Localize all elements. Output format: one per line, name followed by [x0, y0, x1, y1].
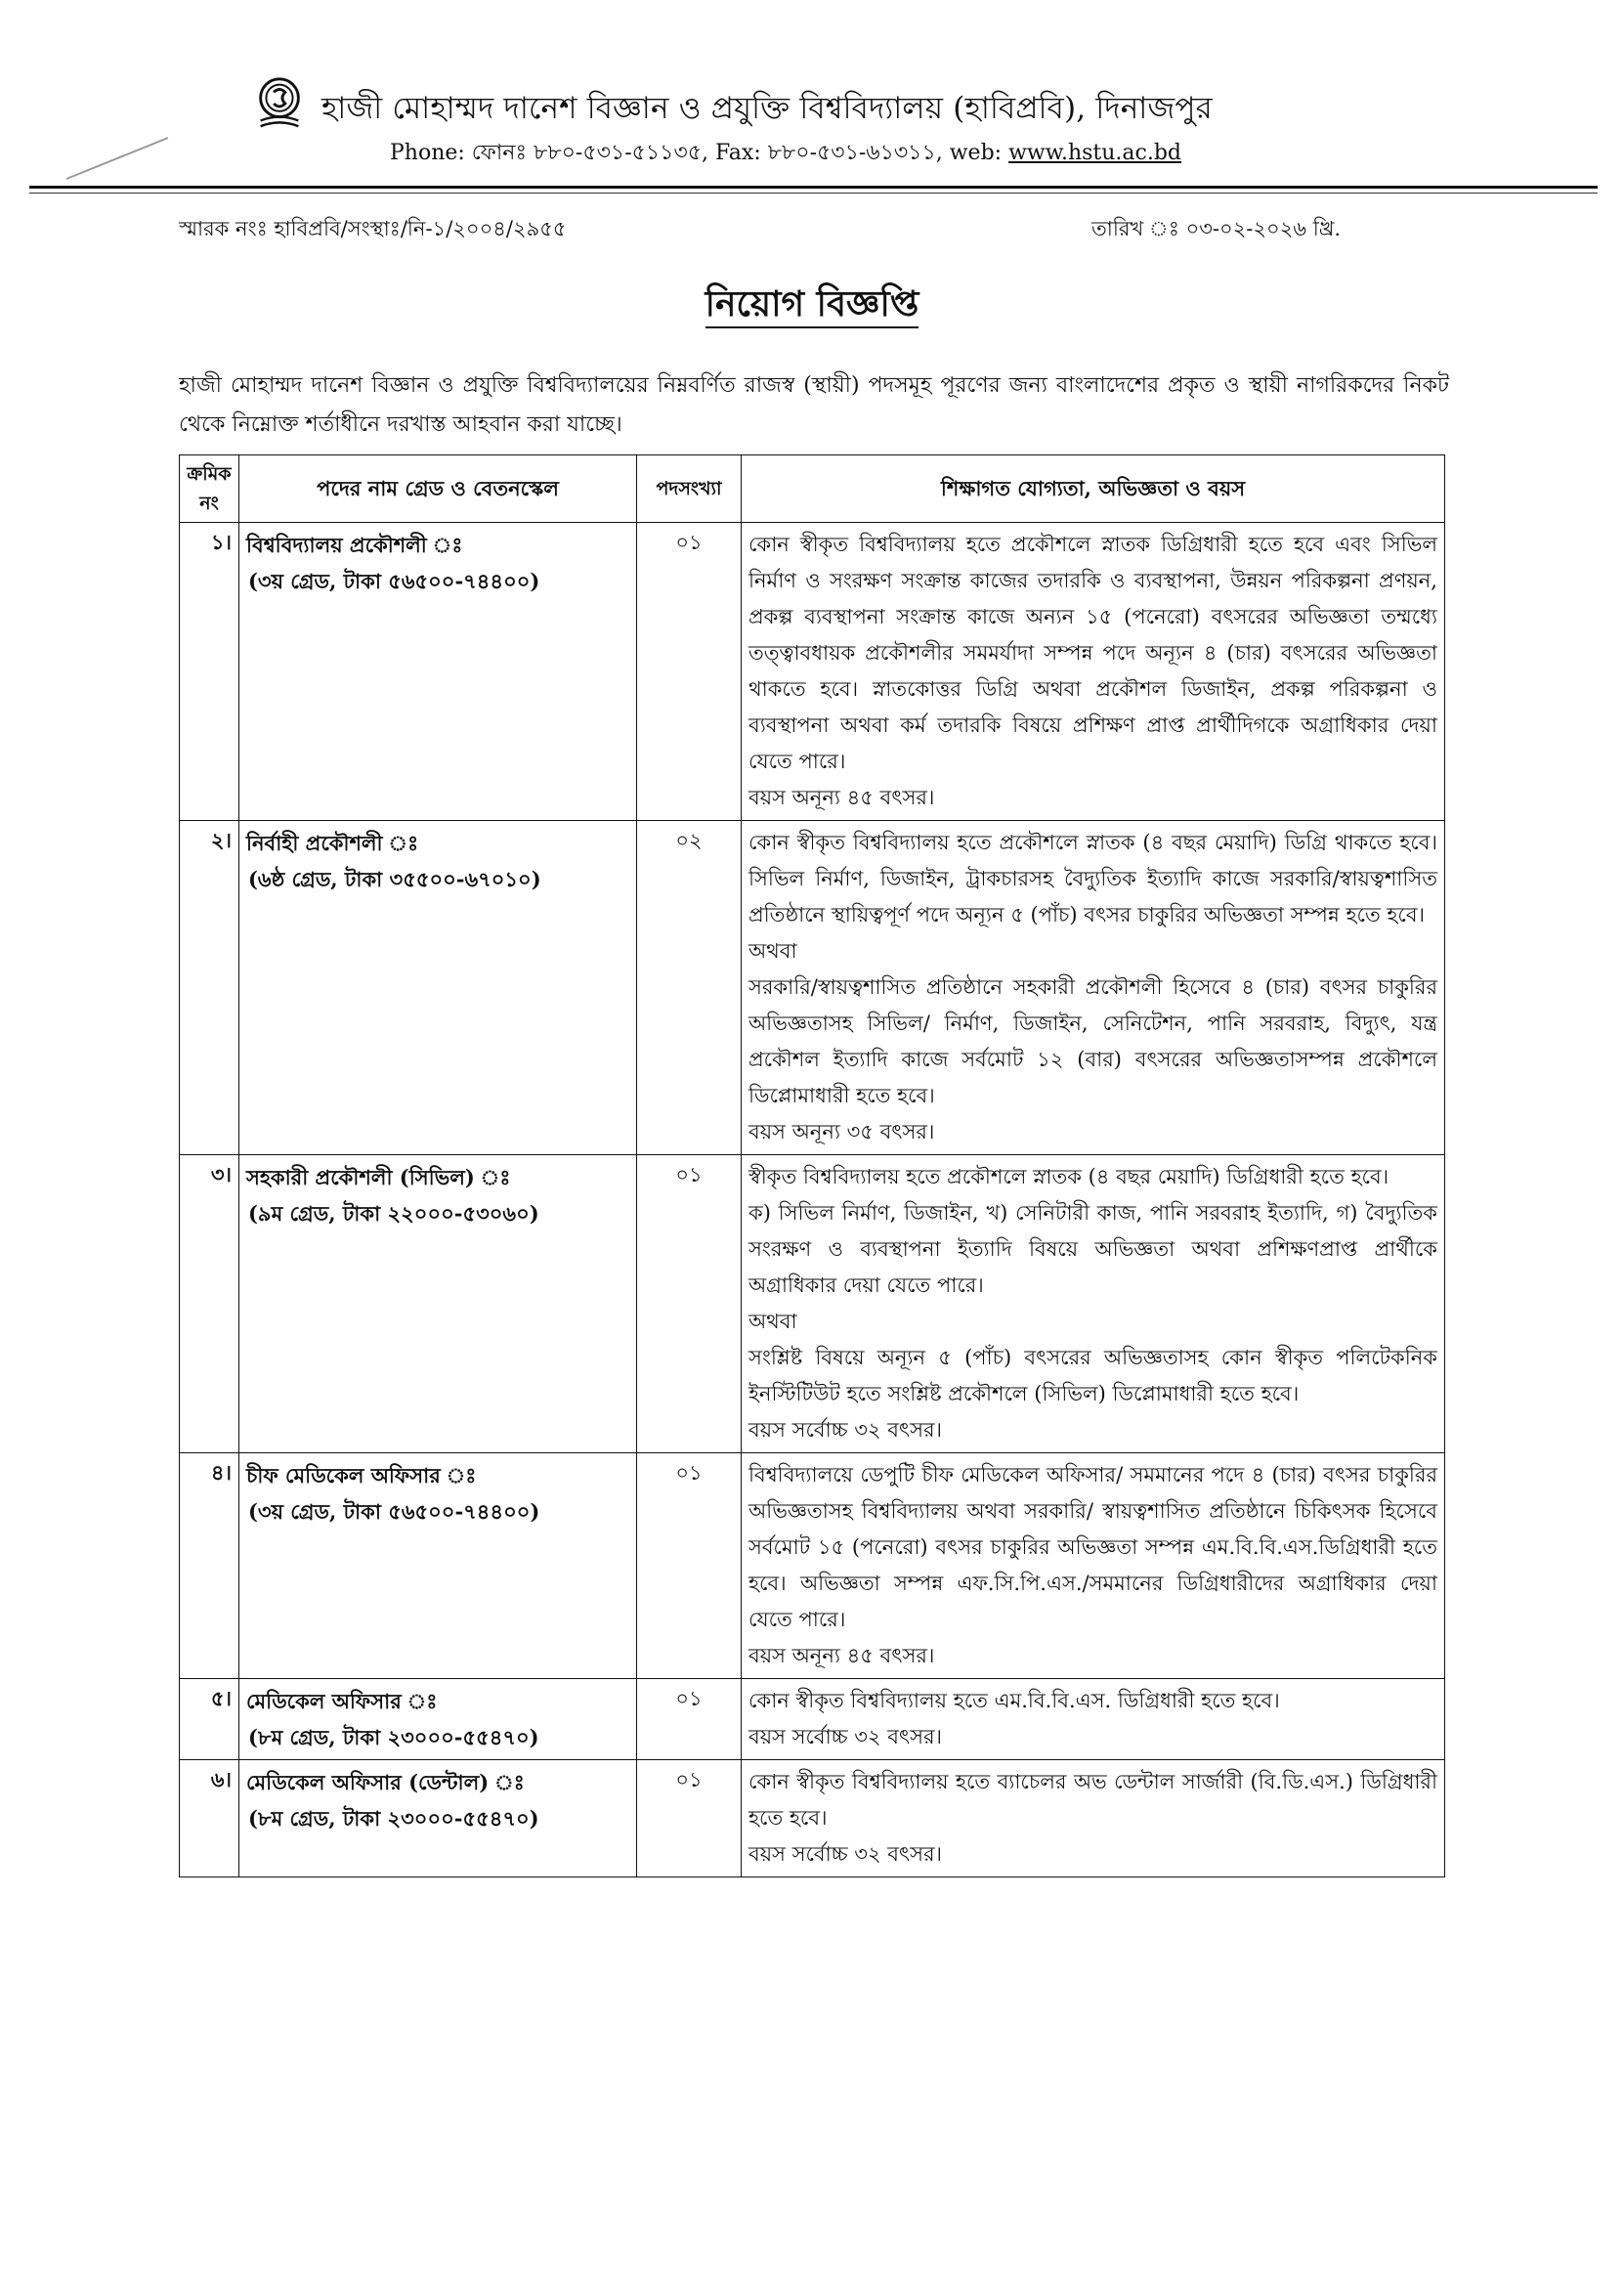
row-post: [239, 821, 637, 1155]
row-qualification: [742, 821, 1445, 1155]
post-grade: (৯ম গ্রেড, টাকা ২২০০০-৫৩০৬০): [248, 1201, 539, 1226]
qualification-line: কোন স্বীকৃত বিশ্ববিদ্যালয় হতে ব্যাচেলর অভ ডেন্টাল সার্জারী (বি.ডি.এস.) ডিগ্রিধারী হতে হবে।: [748, 1770, 1437, 1830]
university-name: হাজী মোহাম্মদ দানেশ বিজ্ঞান ও প্রযুক্তি বিশ্ববিদ্যালয় (হাবিপ্রবি), দিনাজপুর: [321, 91, 1213, 126]
row-qualification: [742, 1155, 1445, 1453]
table-row: [180, 523, 1445, 821]
post-grade: (৩য় গ্রেড, টাকা ৫৬৫০০-৭৪৪০০): [248, 1499, 540, 1524]
row-qualification: [742, 1679, 1445, 1760]
row-qualification: [742, 1760, 1445, 1877]
header-divider: [29, 186, 1598, 189]
table-row: [180, 1453, 1445, 1679]
table-header-row: [180, 455, 1445, 523]
post-name: চীফ মেডিকেল অফিসার ঃ: [246, 1463, 477, 1488]
post-grade: (৮ম গ্রেড, টাকা ২৩০০০-৫৫৪৭০): [248, 1806, 539, 1831]
row-post: [239, 1679, 637, 1760]
row-count: ০২: [637, 821, 742, 1155]
row-serial: ২।: [180, 821, 239, 1155]
qualification-line: কোন স্বীকৃত বিশ্ববিদ্যালয় হতে এম.বি.বি.এস. ডিগ্রিধারী হতে হবে।: [748, 1689, 1280, 1712]
row-post: [239, 523, 637, 821]
contact-line: [390, 136, 1181, 172]
qualification-line: সরকারি/স্বায়ত্বশাসিত প্রতিষ্ঠানে সহকারী প্রকৌশলী হিসেবে ৪ (চার) বৎসর চাকুরির অভিজ্ঞতাসহ সিভিল/ নির্মাণ, ডিজাইন, সেনিটেশন, পানি সরবরাহ, বিদ্যুৎ, যন্ত্র প্রকৌশল ইত্যাদি কাজে সর্বমোট ১২ (বার) বৎসরের অভিজ্ঞতাসম্পন্ন প্রকৌশলে ডিপ্লোমাধারী হতে হবে।: [748, 975, 1437, 1107]
post-name: মেডিকেল অফিসার (ডেন্টাল) ঃ: [246, 1770, 525, 1794]
post-grade: (৮ম গ্রেড, টাকা ২৩০০০-৫৫৪৭০): [248, 1725, 539, 1749]
qualification-line: বয়স সর্বোচ্চ ৩২ বৎসর।: [748, 1842, 943, 1866]
row-post: [239, 1155, 637, 1453]
intro-paragraph: হাজী মোহাম্মদ দানেশ বিজ্ঞান ও প্রযুক্তি বিশ্ববিদ্যালয়ের নিম্নবর্ণিত রাজস্ব (স্থায়ী) পদসমূহ পূরণের জন্য বাংলাদেশের প্রকৃত ও স্থায়ী নাগরিকদের নিকট থেকে নিম্নোক্ত শর্তাধীনে দরখাস্ত আহবান করা যাচ্ছে।: [179, 373, 1449, 437]
qualification-line: বয়স অনূন্য ৪৫ বৎসর।: [748, 1644, 935, 1667]
post-name: সহকারী প্রকৌশলী (সিভিল) ঃ: [246, 1165, 511, 1189]
post-name: মেডিকেল অফিসার ঃ: [246, 1689, 438, 1713]
row-post: [239, 1760, 637, 1877]
notice-title: [0, 278, 1624, 336]
row-serial: ৬।: [180, 1760, 239, 1877]
header-post: পদের নাম গ্রেড ও বেতনস্কেল: [239, 455, 637, 523]
qualification-line: বয়স অনূন্য ৩৫ বৎসর।: [748, 1120, 935, 1143]
header-divider-thin: [29, 193, 1598, 194]
post-grade: (৩য় গ্রেড, টাকা ৫৬৫০০-৭৪৪০০): [248, 569, 540, 593]
row-serial: ৪।: [180, 1453, 239, 1679]
qualification-line: স্বীকৃত বিশ্ববিদ্যালয় হতে প্রকৌশলে স্নাতক (৪ বছর মেয়াদি) ডিগ্রিধারী হতে হবে।: [748, 1165, 1389, 1188]
vacancy-table: [179, 454, 1445, 1877]
row-qualification: [742, 523, 1445, 821]
qualification-line: অথবা: [748, 939, 797, 963]
table-row: [180, 1155, 1445, 1453]
qualification-line: বয়স সর্বোচ্চ ৩২ বৎসর।: [748, 1725, 943, 1748]
row-serial: ৫।: [180, 1679, 239, 1760]
row-count: ০১: [637, 1679, 742, 1760]
header-serial: ক্রমিক নং: [180, 455, 239, 523]
memo-number: স্মারক নংঃ হাবিপ্রবি/সংস্থাঃ/নি-১/২০০৪/২৯৫৫: [179, 217, 567, 240]
qualification-line: কোন স্বীকৃত বিশ্ববিদ্যালয় হতে প্রকৌশলে স্নাতক ডিগ্রিধারী হতে হবে এবং সিভিল নির্মাণ ও সংরক্ষণ সংক্রান্ত কাজের তদারকি ও ব্যবস্থাপনা, উন্নয়ন পরিকল্পনা প্রণয়ন, প্রকল্প ব্যবস্থাপনা সংক্রান্ত কাজে অন্যন ১৫ (পনেরো) বৎসরের অভিজ্ঞতা তম্মধ্যে তত্ত্বাবধায়ক প্রকৌশলীর সমমর্যাদা সম্পন্ন পদে অন্যূন ৪ (চার) বৎসরের অভিজ্ঞতা থাকতে হবে। স্নাতকোত্তর ডিগ্রি অথবা প্রকৌশল ডিজাইন, প্রকল্প পরিকল্পনা ও ব্যবস্থাপনা অথবা কর্ম তদারকি বিষয়ে প্রশিক্ষণ প্রাপ্ত প্রার্থীদিগকে অগ্রাধিকার দেয়া যেতে পারে।: [748, 533, 1437, 773]
row-count: ০১: [637, 523, 742, 821]
row-count: ০১: [637, 1155, 742, 1453]
contact-phone-fax: Phone: ফোনঃ ৮৮০-৫৩১-৫১১৩৫, Fax: ৮৮০-৫৩১-৬১৩১১, web:: [390, 141, 1009, 165]
qualification-line: সংশ্লিষ্ট বিষয়ে অন্যূন ৫ (পাঁচ) বৎসরের অভিজ্ঞতাসহ কোন স্বীকৃত পলিটেকনিক ইনস্টিটিউট হতে সংশ্লিষ্ট প্রকৌশলে (সিভিল) ডিপ্লোমাধারী হতে হবে।: [748, 1346, 1437, 1405]
qualification-line: কোন স্বীকৃত বিশ্ববিদ্যালয় হতে প্রকৌশলে স্নাতক (৪ বছর মেয়াদি) ডিগ্রি থাকতে হবে। সিভিল নির্মাণ, ডিজাইন, ট্রাকচারসহ বৈদ্যুতিক ইত্যাদি কাজে সরকারি/স্বায়ত্বশাসিত প্রতিষ্ঠানে স্থায়িত্বপূর্ণ পদে অন্যূন ৫ (পাঁচ) বৎসর চাকুরির অভিজ্ঞতা সম্পন্ন হতে হবে।: [748, 831, 1437, 927]
row-post: [239, 1453, 637, 1679]
row-count: ০১: [637, 1760, 742, 1877]
pen-mark: [66, 137, 169, 180]
row-serial: ১।: [180, 523, 239, 821]
website-link[interactable]: www.hstu.ac.bd: [1008, 141, 1181, 165]
university-logo-icon: [249, 73, 310, 134]
header-count: পদসংখ্যা: [637, 455, 742, 523]
qualification-line: ক) সিভিল নির্মাণ, ডিজাইন, খ) সেনিটারী কাজ, পানি সরবরাহ ইত্যাদি, গ) বৈদ্যুতিক সংরক্ষণ ও ব্যবস্থাপনা ইত্যাদি বিষয়ে অভিজ্ঞতা অথবা প্রশিক্ষণপ্রাপ্ত প্রার্থীকে অগ্রাধিকার দেয়া যেতে পারে।: [748, 1201, 1437, 1297]
table-row: [180, 821, 1445, 1155]
post-name: নির্বাহী প্রকৌশলী ঃ: [246, 831, 419, 855]
memo-date: তারিখ ঃ ০৩-০২-২০২৬ খ্রি.: [1091, 217, 1341, 240]
post-grade: (৬ষ্ঠ গ্রেড, টাকা ৩৫৫০০-৬৭০১০): [248, 867, 541, 891]
qualification-line: অথবা: [748, 1310, 797, 1333]
table-row: [180, 1760, 1445, 1877]
header-qualification: শিক্ষাগত যোগ্যতা, অভিজ্ঞতা ও বয়স: [742, 455, 1445, 523]
notice-title-text: নিয়োগ বিজ্ঞপ্তি: [705, 283, 919, 328]
row-count: ০১: [637, 1453, 742, 1679]
table-row: [180, 1679, 1445, 1760]
row-qualification: [742, 1453, 1445, 1679]
post-name: বিশ্ববিদ্যালয় প্রকৌশলী ঃ: [246, 533, 463, 557]
qualification-line: বয়স অনূন্য ৪৫ বৎসর।: [748, 786, 935, 809]
row-serial: ৩।: [180, 1155, 239, 1453]
qualification-line: বয়স সর্বোচ্চ ৩২ বৎসর।: [748, 1418, 943, 1442]
qualification-line: বিশ্ববিদ্যালয়ে ডেপুটি চীফ মেডিকেল অফিসার/ সমমানের পদে ৪ (চার) বৎসর চাকুরির অভিজ্ঞতাসহ বিশ্ববিদ্যালয় অথবা সরকারি/ স্বায়ত্বশাসিত প্রতিষ্ঠানে চিকিৎসক হিসেবে সর্বমোট ১৫ (পনেরো) বৎসর চাকুরির অভিজ্ঞতা সম্পন্ন এম.বি.বি.এস.ডিগ্রিধারী হতে হবে। অভিজ্ঞতা সম্পন্ন এফ.সি.পি.এস./সমমানের ডিগ্রিধারীদের অগ্রাধিকার দেয়া যেতে পারে।: [748, 1463, 1437, 1631]
